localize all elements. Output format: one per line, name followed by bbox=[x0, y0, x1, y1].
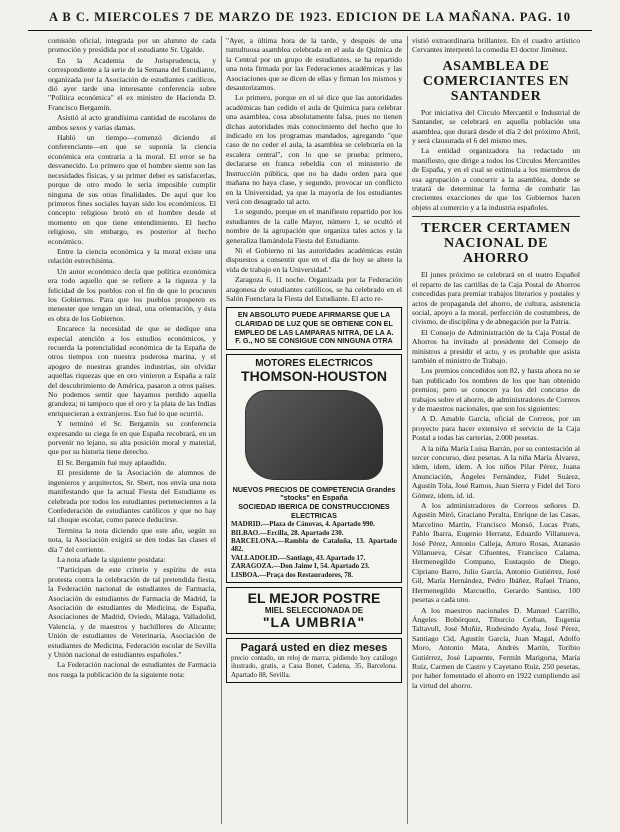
paragraph: "Participan de este criterio y espíritu de esta protesta contra la celebración de tal pretendida fiesta, la Federación nacional de estudiantes de Farmacia, Asociación de estudiantes de Farmacia de Madrid, la Asociación de estudiantes de Medicina, de España, Asociaciones de Madrid, Oviedo, Málaga, Valladolid, Valencia, y de maestros y bachilleres de Alicante; Unión de estudiantes de Veterinaria, Asociación de estudiantes de Medicina, Federación escolar de Sevilla y Unión nacional de estudiantes españoles." bbox=[48, 565, 216, 659]
advert-title-2: THOMSON-HOUSTON bbox=[241, 367, 387, 384]
advert-address: VALLADOLID.—Santiago, 43. Apartado 17. bbox=[231, 553, 366, 562]
advert-subtitle: MIEL SELECCIONADA DE bbox=[264, 605, 364, 615]
paragraph: Termina la nota diciendo que este año, según su nota, la Asociación exigirá se den todas las clases el día 7 del corriente. bbox=[48, 525, 216, 554]
column-separator bbox=[221, 36, 222, 824]
paragraph: La nota añade la siguiente postdata: bbox=[57, 554, 166, 564]
header-rule bbox=[28, 30, 592, 31]
column-3 bbox=[412, 36, 580, 824]
advert-text: precio contado, un reloj de marca, pidiendo hoy catálogo ilustrado, gratis, a Casa Bonet, Cadena, 35, Barcelona. Apartado 88, Sevilla. bbox=[231, 653, 397, 679]
paragraph: Entre la ciencia económica y la moral existe una relación estrechísima. bbox=[48, 246, 216, 266]
column-1 bbox=[48, 36, 216, 824]
paragraph: Por iniciativa del Círculo Mercantil e Industrial de Santander, se celebrará en aquella población una asamblea, que durará desde el día 2 del próximo Abril, y será clausurada el 6 del mismo mes. bbox=[412, 107, 580, 146]
paragraph: El Consejo de Administración de la Caja Postal de Ahorros ha invitado al presidente del Consejo de ministros a presidir el acto, y es probable que asista también el ministro de Trabajo. bbox=[412, 327, 580, 365]
paragraph: A los maestros nacionales D. Manuel Carrillo, Ángeles Bobórquez, Tiburcio Cerban, Eugenia Taltavull, José Muñiz, Rudesindo Ayala, José Pérez, Santiago Cid, Agustín García, Juan Magal, Adolfo Moro, Antonio Mata, Andrés Martín, Toribio Gutiérrez, José Lapuente, Fermín Marigorta, María Ruiz, Carmen de Castro y Cayetano Ruiz, 250 pesetas, por haber fomentado el ahorro en 1922 cumpliendo así la virtud del ahorro. bbox=[412, 605, 580, 690]
paragraph: Ni el Gobierno ni las autoridades académicas están dispuestos a consentir que en el día de hoy se altere la vida de trabajo en la Universidad." bbox=[226, 245, 402, 274]
advert-brand: "LA UMBRIA" bbox=[262, 613, 366, 630]
paragraph: El Sr. Bergamín fué muy aplaudido. bbox=[57, 457, 167, 467]
paragraph: A D. Amable García, oficial de Correos, por un proyecto para hacer extensivo el servicio de la Caja Postal a todas las carterías, 2.000 pesetas. bbox=[412, 414, 580, 443]
paragraph: La Federación nacional de estudiantes de Farmacia nos ruega la publicación de la siguiente nota: bbox=[48, 660, 216, 679]
paragraph: comisión oficial, integrada por un alumno de cada promoción y presidida por el estudiante Sr. Ugalde. bbox=[48, 36, 216, 55]
section-heading: TERCER CERTAMEN NACIONAL DE AHORRO bbox=[421, 221, 571, 267]
advert-nitra bbox=[226, 307, 402, 349]
publication-line: A B C. MIERCOLES 7 DE MARZO DE 1923. EDICION DE LA MAÑANA. PAG. 10 bbox=[48, 10, 572, 24]
advert-title: EL MEJOR POSTRE bbox=[247, 589, 381, 606]
electric-motor-illustration bbox=[245, 390, 383, 480]
paragraph: Lo segundo, porque en el manifiesto repartido por los estudiantes de la calle Mayor, número 1, se ocultó el nombre de la agrupación que organiza tales actos y la generaliza llamándola Fiesta del Estudiante. bbox=[226, 207, 402, 245]
dateline-paragraph: Zaragoza 6, 11 noche. Organizada por la Federación aragonesa de estudiantes católicos, se ha celebrado en el Salón Fuenclara la Fiesta del Estudiante. El acto re- bbox=[226, 275, 402, 303]
advert-company: SOCIEDAD IBERICA DE CONSTRUCCIONES ELECTRICAS bbox=[238, 501, 390, 520]
advert-watch bbox=[226, 638, 402, 683]
paragraph: Un autor económico decía que política económica era todo aquello que se refiere a la riqueza y la felicidad de los pueblos con el fin de que lo procuren los Gobiernos. Para que los pueblos prosperen es menester que tengan un ideal, una orientación, y ésta es obra de los Gobiernos. bbox=[48, 266, 216, 323]
paragraph: A los administradores de Correos señores D. Agustín Miró, Graciano Peralta, Enrique de las Casas, Marcelino Martín, Francisco Monsó, Lucas Prats, Pablo Ibarra, Eugenio Herranz, Eduardo Villanueva, José Pérez, Antonio Calleja, Arturo Rosas, Atanasio Villanueva, César Cifuentes, Francisco Calama, Hermenegildo Compano, Eustaquio de Diego, Cipriano Barro, Julio García, Antonio Gutiérrez, José Gil, María Hernández, Pedro Ibáñez, Rafael Triano, Hermenegildo Marcuello, Gerardo Santiso, 100 pesetas a cada uno. bbox=[412, 501, 580, 605]
paragraph: "Ayer, a última hora de la tarde, y después de una tumultuosa asamblea celebrada en el aula de Química de la Central por un grupo de estudiantes, se ha repartido una nota firmada por las Federaciones académicas y las Asociaciones que se dicen de ellas y firman los mismos y desautorizamos. bbox=[226, 36, 402, 93]
advert-nitra-text: EN ABSOLUTO PUEDE AFIRMARSE QUE LA CLARIDAD DE LUZ QUE SE OBTIENE CON EL EMPLEO DE LAS LAMPARAS NITRA, DE LA A. F. G., NO SE CONSIGUE CON NINGUNA OTRA bbox=[234, 310, 394, 346]
advert-thomson-houston bbox=[226, 354, 402, 583]
paragraph: vistió extraordinaria brillantez. En el cuadro artístico Cervantes interpretó la comedia El doctor Jiménez. bbox=[412, 36, 580, 55]
paragraph: La entidad organizadora ha redactado un manifiesto, que dirige a todos los Círculos Mercantiles de España, y en el cual se estimula a los miembros de esa agrupación a concurrir a la asamblea, donde se tratará de determinar la forma de combatir las crecientes exacciones de que los Gobiernos hacen objeto al comercio y a la industria españoles. bbox=[412, 146, 580, 212]
section-heading: ASAMBLEA DE COMERCIANTES EN SANTANDER bbox=[422, 58, 570, 104]
paragraph: Habló un tiempo—comenzó diciendo el conferenciante—en que se suponía la ciencia económica era contraria a la moral. El error se ha desvanecido. Lo primero que el hombre siente son las necesidades físicas, y su primer deber es satisfacerlas, porque de otro modo le sería imposible cumplir ninguna de sus otras finalidades. De aquí que los primeros fines sociales hayan sido los económicos. El concepto religioso brotó en el hombre desde el momento en que tiene entendimiento. El hecho religioso, sin embargo, es posterior al hecho económico. bbox=[48, 133, 216, 246]
column-2 bbox=[226, 36, 402, 824]
advert-address: MADRID.—Plaza de Cánovas, 4. Apartado 990. bbox=[231, 520, 375, 529]
paragraph: Y terminó el Sr. Bergamín su conferencia expresando su ciega fe en que España recobrará, en un porvenir no lejano, su alta posición moral y material, que por su historia tiene derecho. bbox=[48, 419, 216, 457]
advert-address: BILBAO.—Ercilla, 28. Apartado 230. bbox=[231, 528, 344, 537]
advert-slogan: NUEVOS PRECIOS DE COMPETENCIA Grandes "stocks" en España bbox=[232, 484, 396, 503]
advert-address: BARCELONA.—Rambla de Cataluña, 13. Apartado 482. bbox=[231, 536, 397, 554]
paragraph: Encarece la necesidad de que se dedique una especial atención a los estudios económicos, y recuerda la potencialidad económica de la España de otros tiempos con nuestra poderosa marina, y el apogeo de nuestras grandes industrias, sin olvidar aquellas riquezas que en oro vinieron a España a raíz del descubrimiento de América, pasaron a otros países. No podemos sentir que hayamos perdido aquella grandeza; ni tampoco que el oro y la plata de las Indias enriquecieran a extranjeros. Eso fué lo que ocurrió. bbox=[48, 324, 216, 418]
paragraph: Lo primero, porque en el sé dice que las autoridades académicas han cedido el aula de Química para celebrar una asamblea, cosa absolutamente falsa, pues no tienen dichas autoridades más conocimiento del hecho que lo indicado en los programas mandados, agregando "que caso de no ceder el aula, la asamblea se celebraría en la escalera central", con lo que se prueba: primero, declararse en franca rebeldía con el ministerio de Instrucción pública, que no ha dado orden para que mañana no haya clase, y segundo, provocar un conflicto en la Universidad, ya que la mayoría de los estudiantes verá con desagrado tal acto. bbox=[226, 93, 402, 206]
advert-la-umbria bbox=[226, 587, 402, 634]
paragraph: A la niña María Luisa Barrán, por su contestación al tercer concurso, diez pesetas. A la niña María Álvarez, idem, idem, idem. A los niños Pilar Pérez, Juana Anunciación, Ángeles Fernández, Fidel Suárez, Agustín Tola, José Ramos, Juan Sierra y Fidel del Toro Gómez, idem, id. id. bbox=[412, 443, 580, 500]
column-separator bbox=[407, 36, 408, 824]
paragraph: Los premios concedidos son 82, y hasta ahora no se han publicado los nombres de los que han obtenido premios; pero se conocen ya los del concurso de trabajos sobre el ahorro, de administradores de Correos y de maestros nacionales, que son los siguientes: bbox=[412, 366, 580, 413]
advert-title-1: MOTORES ELECTRICOS bbox=[255, 357, 373, 369]
section-divider bbox=[412, 216, 580, 217]
paragraph: El presidente de la Asociación de alumnos de ingenieros y arquitectos, Sr. Sbert, nos envía una nota manifestando que la actual Fiesta del Estudiante es celebrada por todos los estudiantes pertenecientes a la Confederación de estudiantes católicos y que no hay tal choque escolar, como parece deducirse. bbox=[48, 468, 216, 525]
advert-address: ZARAGOZA.—Don Jaime I, 54. Apartado 23. bbox=[231, 562, 370, 571]
advert-title: Pagará usted en diez meses bbox=[240, 641, 388, 654]
paragraph: En la Academia de Jurisprudencia, y correspondiente a la serie de la Semana del Estudiante, organizada por la Asociación de estudiantes católicos, dió ayer tarde una interesante conferencia sobre "Política económica" el ex ministro de Hacienda D. Francisco Bergamín. bbox=[48, 55, 216, 112]
paragraph: Asistió al acto grandísima cantidad de escolares de ambos sexos y varias damas. bbox=[48, 113, 216, 132]
advert-address: LISBOA.—Praça dos Restauradores, 78. bbox=[231, 570, 353, 579]
paragraph: El junes próximo se celebrará en el teatro Español el reparto de las cartillas de la Caja Postal de Ahorros concedidas para premiar trabajos literarios y postales y actos de propaganda del ahorro, de cultura, asistencia social, apoyo a la moral, perfección de costumbres, de civismo, de disciplina y de abnegación por la Patria. bbox=[412, 270, 580, 327]
page-header bbox=[0, 10, 620, 32]
